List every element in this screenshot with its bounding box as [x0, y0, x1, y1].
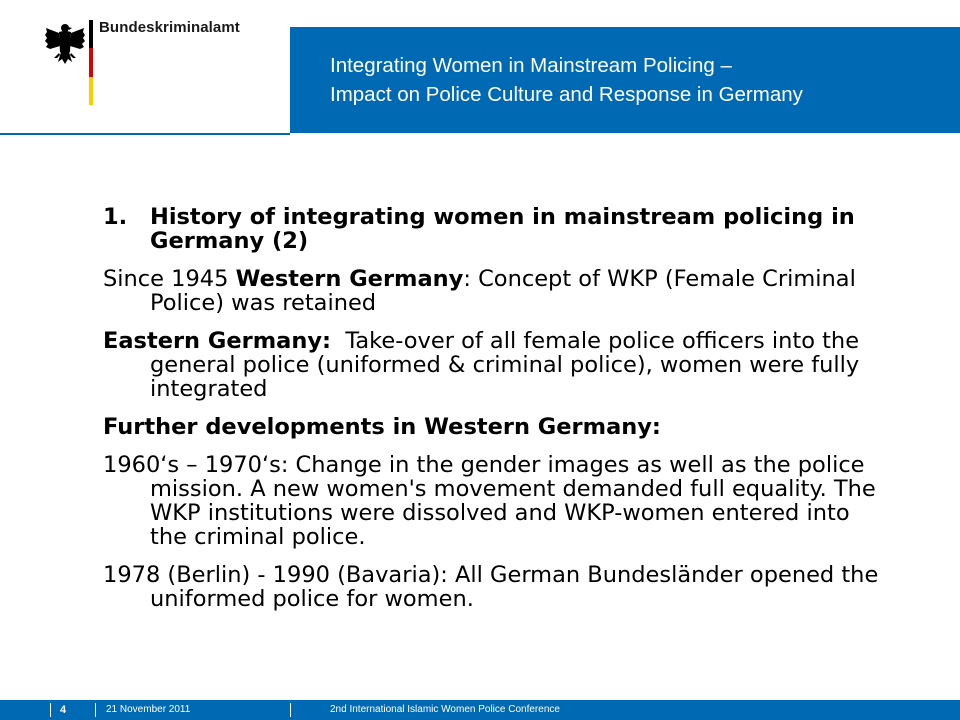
title-line-2: Impact on Police Culture and Response in Germany — [330, 83, 803, 106]
flag-red — [89, 48, 93, 76]
paragraph-western-germany — [103, 267, 883, 315]
flag-black — [89, 20, 93, 48]
footer-separator — [290, 703, 291, 717]
footer-separator — [50, 703, 51, 717]
p1-bold: Western Germany — [235, 266, 464, 292]
section-heading — [103, 205, 883, 253]
paragraph-eastern-germany — [103, 329, 883, 401]
heading-number: 1. — [103, 204, 128, 230]
paragraph-further-developments — [103, 415, 883, 439]
footer-event: 2nd International Islamic Women Police Conference — [330, 704, 560, 715]
footer-date: 21 November 2011 — [106, 704, 191, 715]
agency-name: Bundeskriminalamt — [99, 19, 240, 36]
p1-rest: : Concept of WKP (Female Criminal Police) was retained — [150, 266, 856, 316]
p2-rest: Take-over of all female police officers into the general police (uniformed & criminal police), women were fully integrated — [150, 328, 867, 402]
paragraph-1978-1990: 1978 (Berlin) - 1990 (Bavaria): All German Bundesländer opened the uniformed police for women. — [103, 562, 879, 612]
header-underline — [0, 133, 290, 135]
title-line-1: Integrating Women in Mainstream Policing – — [330, 54, 732, 77]
flag-gold — [89, 77, 93, 105]
heading-text: History of integrating women in mainstream policing in Germany (2) — [150, 204, 855, 254]
slide-content — [103, 205, 883, 625]
footer-bar — [0, 700, 960, 720]
header-bar — [290, 27, 960, 133]
german-flag-stripe — [89, 20, 93, 105]
p2-bold: Eastern Germany: — [103, 328, 332, 354]
footer-separator — [95, 703, 96, 717]
presentation-title — [330, 51, 940, 109]
logo-area — [0, 0, 290, 133]
page-number: 4 — [60, 704, 67, 716]
federal-eagle-icon — [44, 22, 86, 66]
p1-prefix: Since 1945 — [103, 266, 236, 292]
p3-bold: Further developments in Western Germany: — [103, 414, 661, 440]
paragraph-1960s-1970s: 1960‘s – 1970‘s: Change in the gender images as well as the police mission. A new women's movement demanded full equality. The WKP institutions were dissolved and WKP-women entered into the criminal police. — [103, 452, 876, 550]
